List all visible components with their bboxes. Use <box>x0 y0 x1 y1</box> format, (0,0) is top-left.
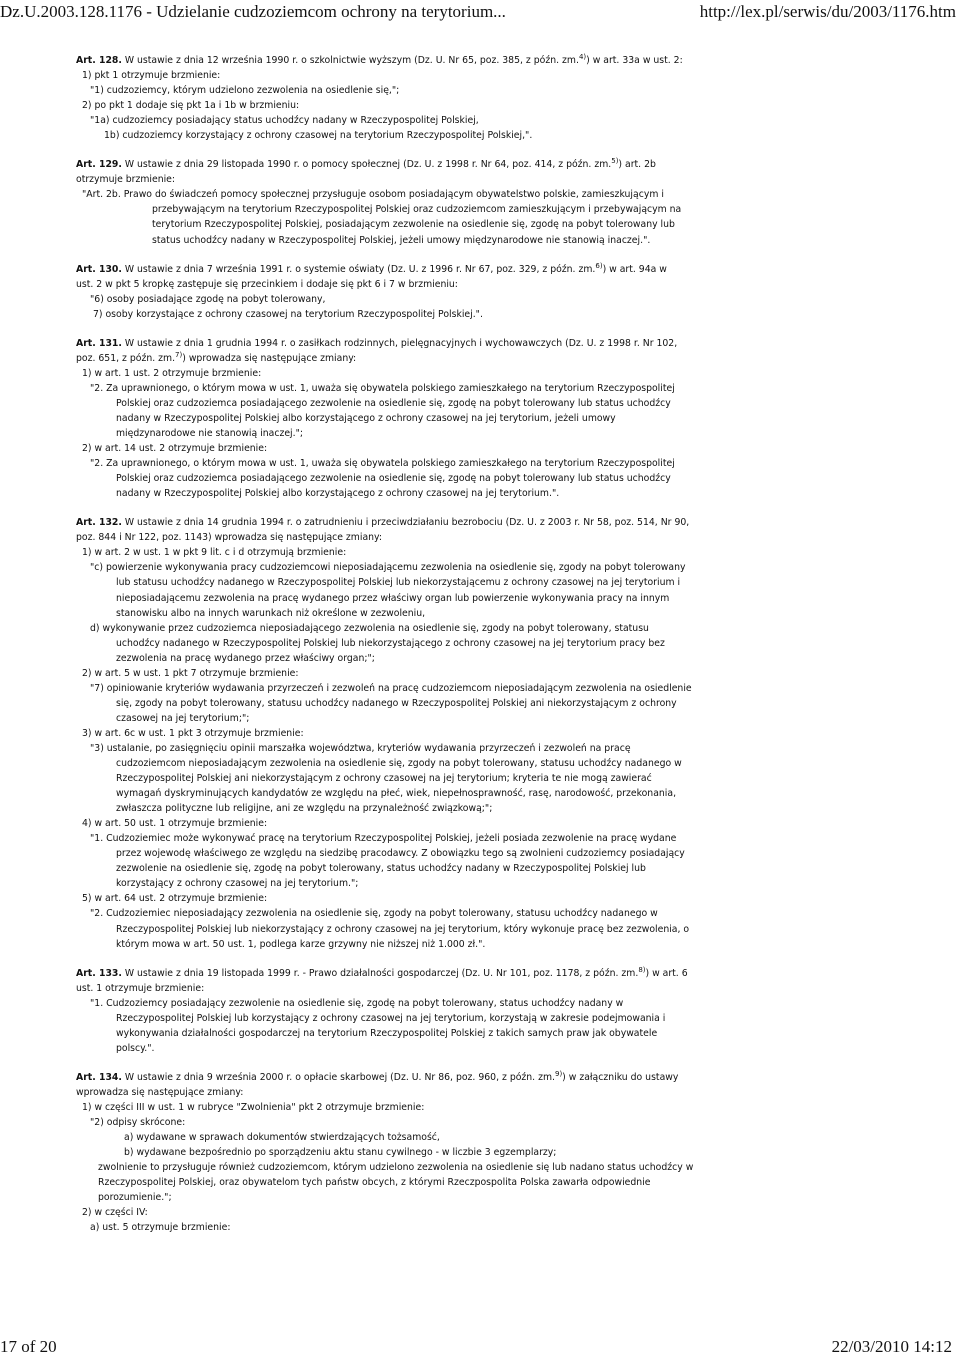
text-line <box>76 471 716 486</box>
text-line <box>76 83 716 98</box>
line-text: 2) w części IV: <box>82 1207 148 1219</box>
article-number: Art. 133. <box>76 967 122 979</box>
text-line <box>76 681 716 696</box>
text-line <box>76 906 716 921</box>
text-line <box>76 1220 716 1235</box>
line-text: "2. Za uprawnionego, o którym mowa w ust. 1, uważa się obywatela polskiego zamieszkałego na terytorium Rzeczypospolitej <box>90 458 675 470</box>
line-text: nadany w Rzeczypospolitej Polskiej albo korzystającego z ochrony czasowej na jej terytorium, jeżeli umowy <box>116 412 616 424</box>
line-text: "c) powierzenie wykonywania pracy cudzoziemcowi nieposiadającemu zezwolenia na osiedlenie się, zgody na pobyt tolerowany <box>90 562 686 574</box>
text-line <box>76 292 716 307</box>
line-text: Polskiej oraz cudzoziemca posiadającego zezwolenie na osiedlenie się, zgodę na pobyt tolerowany lub status uchodźcy <box>116 397 671 409</box>
text-line <box>76 1145 716 1160</box>
line-text: W ustawie z dnia 19 listopada 1999 r. - Prawo działalności gospodarczej (Dz. U. Nr 101, poz. 1178, z późn. zm. <box>121 967 639 979</box>
article-number: Art. 130. <box>76 263 122 275</box>
line-text: lub statusu uchodźcy nadanego w Rzeczypospolitej Polskiej lub niekorzystającemu z ochrony czasowej na jej terytorium i <box>116 577 681 589</box>
line-text: 2) w art. 5 w ust. 1 pkt 7 otrzymuje brzmienie: <box>82 667 299 679</box>
line-text: status uchodźcy nadany w Rzeczypospolitej Polskiej, jeżeli umowy międzynarodowe nie stanowią inaczej.". <box>152 234 651 246</box>
line-text: a) wydawane w sprawach dokumentów stwierdzających tożsamość, <box>124 1132 440 1144</box>
line-text: "3) ustalanie, po zasięgnięciu opinii marszałka województwa, kryteriów wydawania przyrzeczeń i zezwoleń na pracę <box>90 742 631 754</box>
line-text: ust. 1 otrzymuje brzmienie: <box>76 982 205 994</box>
footnote-ref: 5) <box>611 157 619 166</box>
line-text: "1) cudzoziemcy, którym udzielono zezwolenia na osiedlenie się,"; <box>90 85 400 97</box>
line-text: 4) w art. 50 ust. 1 otrzymuje brzmienie: <box>82 818 268 830</box>
line-text: zwolnienie to przysługuje również cudzoziemcom, którym udzielono zezwolenia na osiedlenie się lub nadano status uchodźcy w <box>98 1162 694 1174</box>
article-heading-line <box>76 515 716 530</box>
line-text: przez wojewodę właściwego ze względu na siedzibę pracodawcy. Z obowiązku tego są zwolnieni cudzoziemcy posiadający <box>116 848 685 860</box>
text-line <box>76 1160 716 1175</box>
text-line <box>76 560 716 575</box>
text-line <box>76 711 716 726</box>
line-text: "1. Cudzoziemiec może wykonywać pracę na terytorium Rzeczypospolitej Polskiej, jeżeli posiada zezwolenie na pracę wydane <box>90 833 677 845</box>
article-number: Art. 132. <box>76 517 122 529</box>
text-line <box>76 771 716 786</box>
line-text: zezwolenie na osiedlenie się, zgodę na pobyt tolerowany, status uchodźcy nadany w Rzeczypospolitej Polskiej lub <box>116 863 646 875</box>
text-line <box>76 426 716 441</box>
article-heading-line <box>76 262 716 277</box>
text-line <box>76 861 716 876</box>
article-number: Art. 134. <box>76 1071 122 1083</box>
text-line <box>76 756 716 771</box>
text-line <box>76 217 716 232</box>
text-line <box>76 621 716 636</box>
line-text: terytorium Rzeczypospolitej Polskiej, posiadającym zezwolenie na osiedlenie się, zgodę na pobyt tolerowany lub <box>152 219 675 231</box>
text-line <box>76 606 716 621</box>
text-line <box>76 381 716 396</box>
line-text: 2) w art. 14 ust. 2 otrzymuje brzmienie: <box>82 443 268 455</box>
line-text: W ustawie z dnia 1 grudnia 1994 r. o zasiłkach rodzinnych, pielęgnacyjnych i wychowawczych (Dz. U. z 1998 r. Nr 102, <box>121 337 678 349</box>
line-text: W ustawie z dnia 29 listopada 1990 r. o pomocy społecznej (Dz. U. z 1998 r. Nr 64, poz. 414, z późn. zm. <box>121 159 612 171</box>
text-line <box>76 1041 716 1056</box>
line-text: cudzoziemcom nieposiadającym zezwolenia na osiedlenie się, zgody na pobyt tolerowany, statusu uchodźcy nadanego w <box>116 758 682 770</box>
text-line <box>76 1115 716 1130</box>
text-line <box>76 1175 716 1190</box>
line-text: uchodźcy nadanego w Rzeczypospolitej Polskiej lub niekorzystającego z ochrony czasowej na jej terytorium pracy bez <box>116 637 665 649</box>
footnote-ref: 7) <box>175 350 183 359</box>
text-line <box>76 922 716 937</box>
text-line <box>76 1190 716 1205</box>
paragraph-gap <box>76 143 716 157</box>
line-text: W ustawie z dnia 12 września 1990 r. o szkolnictwie wyższym (Dz. U. Nr 65, poz. 385, z późn. zm. <box>121 55 579 66</box>
text-line <box>76 651 716 666</box>
text-line <box>76 1205 716 1220</box>
line-text: a) ust. 5 otrzymuje brzmienie: <box>90 1222 231 1234</box>
text-line <box>76 202 716 217</box>
line-text: Rzeczypospolitej Polskiej ani niekorzystającym z ochrony czasowej na jej terytorium; kryteria te nie mogą zawierać <box>116 773 652 785</box>
line-text: 3) w art. 6c w ust. 1 pkt 3 otrzymuje brzmienie: <box>82 727 304 739</box>
line-text: 1) w art. 2 w ust. 1 w pkt 9 lit. c i d otrzymują brzmienie: <box>82 547 347 559</box>
page-header <box>0 0 960 26</box>
line-text: się, zgody na pobyt tolerowany, statusu uchodźcy nadanego w Rzeczypospolitej Polskiej ani niekorzystającym z ochrony <box>116 697 677 709</box>
line-text: porozumienie."; <box>98 1192 172 1204</box>
page-footer <box>0 1334 960 1356</box>
page-number: 17 of 20 <box>0 1337 57 1356</box>
line-text: 2) po pkt 1 dodaje się pkt 1a i 1b w brzmieniu: <box>82 100 300 112</box>
text-line <box>76 307 716 322</box>
article-heading-line <box>76 157 716 172</box>
line-text: przebywającym na terytorium Rzeczypospolitej Polskiej oraz cudzoziemcom zamieszkującym i przebywającym na <box>152 204 682 216</box>
line-text: wykonywania działalności gospodarczej na terytorium Rzeczypospolitej Polskiej z takich samych praw jak obywatele <box>116 1027 658 1039</box>
line-text: międzynarodowe nie stanowią inaczej."; <box>116 428 303 440</box>
line-text: 1) w art. 1 ust. 2 otrzymuje brzmienie: <box>82 367 262 379</box>
line-text: którym mowa w art. 50 ust. 1, podlega karze grzywny nie niższej niż 1.000 zł.". <box>116 938 486 950</box>
line-text: Rzeczypospolitej Polskiej, oraz obywatelom tych państw obcych, z którymi Rzeczpospolita Polska zawarła odpowiednie <box>98 1177 651 1189</box>
line-text: wprowadza się następujące zmiany: <box>76 1086 244 1098</box>
paragraph-gap <box>76 248 716 262</box>
line-text: zezwolenia na pracę wydanego przez właściwy organ;"; <box>116 652 375 664</box>
text-line <box>76 1026 716 1041</box>
text-line <box>76 741 716 756</box>
text-line <box>76 456 716 471</box>
text-line <box>76 1100 716 1115</box>
line-text: otrzymuje brzmienie: <box>76 174 176 186</box>
text-line <box>76 666 716 681</box>
text-line <box>76 68 716 83</box>
text-line <box>76 816 716 831</box>
line-text: zwłaszcza polityczne lub religijne, ani ze względu na przynależność związkową;"; <box>116 803 493 815</box>
article-number: Art. 128. <box>76 55 122 66</box>
print-timestamp: 22/03/2010 14:12 <box>831 1337 952 1356</box>
text-line <box>76 1130 716 1145</box>
text-line <box>76 786 716 801</box>
article-heading-line <box>76 1070 716 1085</box>
line-text: nieposiadającemu zezwolenia na pracę wydanego przez właściwy organ lub powierzenie wykonywania pracy na innym <box>116 592 670 604</box>
text-line <box>76 591 716 606</box>
footnote-ref: 4) <box>578 53 587 61</box>
line-text: "6) osoby posiadające zgodę na pobyt tolerowany, <box>90 293 326 305</box>
text-line <box>76 98 716 113</box>
line-text: ust. 2 w pkt 5 kropkę zastępuje się przecinkiem i dodaje się pkt 6 i 7 w brzmieniu: <box>76 278 458 290</box>
footnote-ref: 8) <box>638 965 646 974</box>
line-text: 1b) cudzoziemcy korzystający z ochrony czasowej na terytorium Rzeczypospolitej Polskiej,". <box>104 130 533 142</box>
footnote-ref: 6) <box>595 261 603 270</box>
line-text-after: ) wprowadza się następujące zmiany: <box>182 352 357 364</box>
line-text: "Art. 2b. Prawo do świadczeń pomocy społecznej przysługuje osobom posiadającym obywatelstwo polskie, zamieszkującym i <box>82 189 664 201</box>
line-text: czasowej na jej terytorium;"; <box>116 712 250 724</box>
line-text: 1) w części III w ust. 1 w rubryce "Zwolnienia" pkt 2 otrzymuje brzmienie: <box>82 1102 425 1113</box>
paragraph-gap <box>76 1056 716 1070</box>
article-heading-line <box>76 336 716 351</box>
text-line <box>76 396 716 411</box>
text-line <box>76 366 716 381</box>
text-line <box>76 351 716 366</box>
text-line <box>76 128 716 143</box>
line-text-after: ) art. 2b <box>618 159 656 171</box>
article-heading-line <box>76 966 716 981</box>
line-text: W ustawie z dnia 7 września 1991 r. o systemie oświaty (Dz. U. z 1996 r. Nr 67, poz. 329, z późn. zm. <box>121 263 596 275</box>
paragraph-gap <box>76 501 716 515</box>
line-text: polscy.". <box>116 1042 155 1054</box>
line-text: 5) w art. 64 ust. 2 otrzymuje brzmienie: <box>82 893 268 905</box>
text-line <box>76 277 716 292</box>
text-line <box>76 113 716 128</box>
article-heading-line <box>76 53 716 68</box>
article-number: Art. 129. <box>76 159 122 171</box>
line-text: poz. 844 i Nr 122, poz. 1143) wprowadza się następujące zmiany: <box>76 532 382 544</box>
paragraph-gap <box>76 322 716 336</box>
line-text: stanowisku albo na innych warunkach niż określone w zezwoleniu, <box>116 607 426 619</box>
text-line <box>76 411 716 426</box>
line-text: poz. 651, z późn. zm. <box>76 352 176 364</box>
text-line <box>76 846 716 861</box>
footnote-ref: 9) <box>554 1069 563 1078</box>
line-text: d) wykonywanie przez cudzoziemca nieposiadającego zezwolenia na osiedlenie się, zgody na pobyt tolerowany, statusu <box>90 622 649 634</box>
document-title: Dz.U.2003.128.1176 - Udzielanie cudzoziemcom ochrony na terytorium... <box>0 2 506 21</box>
text-line <box>76 187 716 202</box>
text-line <box>76 996 716 1011</box>
text-line <box>76 801 716 816</box>
line-text: "7) opiniowanie kryteriów wydawania przyrzeczeń i zezwoleń na pracę cudzoziemcom nieposiadającym zezwolenia na osiedlenie <box>90 682 692 694</box>
text-line <box>76 831 716 846</box>
document-url[interactable]: http://lex.pl/serwis/du/2003/1176.htm <box>699 2 956 21</box>
line-text: wymagań dyskryminujących kandydatów ze względu na płeć, wiek, niepełnosprawność, rasę, narodowość, przekonania, <box>116 788 677 800</box>
line-text: b) wydawane bezpośrednio po sporządzeniu aktu stanu cywilnego - w liczbie 3 egzemplarzy; <box>124 1147 557 1159</box>
line-text: "1a) cudzoziemcy posiadający status uchodźcy nadany w Rzeczypospolitej Polskiej, <box>90 115 479 127</box>
text-line <box>76 441 716 456</box>
text-line <box>76 981 716 996</box>
text-line <box>76 937 716 952</box>
line-text: "1. Cudzoziemcy posiadający zezwolenie na osiedlenie się, zgodę na pobyt tolerowany, status uchodźcy nadany w <box>90 997 624 1009</box>
line-text: W ustawie z dnia 14 grudnia 1994 r. o zatrudnieniu i przeciwdziałaniu bezrobociu (Dz. U. z 2003 r. Nr 58, poz. 514, Nr 90, <box>121 517 690 529</box>
line-text: "2. Cudzoziemiec nieposiadający zezwolenia na osiedlenie się, zgody na pobyt tolerowany, statusu uchodźcy nadanego w <box>90 908 658 920</box>
text-line <box>76 1085 716 1100</box>
line-text-after: ) w załączniku do ustawy <box>562 1071 679 1083</box>
line-text-after: ) w art. 94a w <box>602 263 667 275</box>
text-line <box>76 530 716 545</box>
text-line <box>76 876 716 891</box>
text-line <box>76 891 716 906</box>
text-line <box>76 575 716 590</box>
line-text: nadany w Rzeczypospolitej Polskiej albo korzystającego z ochrony czasowej na jej terytorium.". <box>116 488 560 500</box>
line-text: W ustawie z dnia 9 września 2000 r. o opłacie skarbowej (Dz. U. Nr 86, poz. 960, z późn. zm. <box>121 1071 555 1083</box>
line-text: Rzeczypospolitej Polskiej lub korzystający z ochrony czasowej na jej terytorium, korzystają w zakresie podejmowania i <box>116 1012 666 1024</box>
document-body <box>76 53 716 1235</box>
text-line <box>76 696 716 711</box>
text-line <box>76 545 716 560</box>
text-line <box>76 486 716 501</box>
line-text: Polskiej oraz cudzoziemca posiadającego zezwolenie na osiedlenie się, zgodę na pobyt tolerowany lub status uchodźcy <box>116 473 671 485</box>
paragraph-gap <box>76 952 716 966</box>
text-line <box>76 233 716 248</box>
line-text: "2) odpisy skrócone: <box>90 1117 186 1129</box>
line-text: 7) osoby korzystające z ochrony czasowej na terytorium Rzeczypospolitej Polskiej.". <box>93 308 483 320</box>
text-line <box>76 726 716 741</box>
text-line <box>76 172 716 187</box>
line-text: "2. Za uprawnionego, o którym mowa w ust. 1, uważa się obywatela polskiego zamieszkałego na terytorium Rzeczypospolitej <box>90 382 675 394</box>
article-number: Art. 131. <box>76 337 122 349</box>
line-text-after: ) w art. 33a w ust. 2: <box>586 55 683 66</box>
text-line <box>76 1011 716 1026</box>
line-text: Rzeczypospolitej Polskiej lub niekorzystający z ochrony czasowej na jej terytorium, który wykonuje pracę bez zezwolenia, o <box>116 923 690 935</box>
line-text-after: ) w art. 6 <box>645 967 688 979</box>
text-line <box>76 636 716 651</box>
line-text: korzystający z ochrony czasowej na jej terytorium."; <box>116 878 359 890</box>
line-text: 1) pkt 1 otrzymuje brzmienie: <box>82 70 221 82</box>
